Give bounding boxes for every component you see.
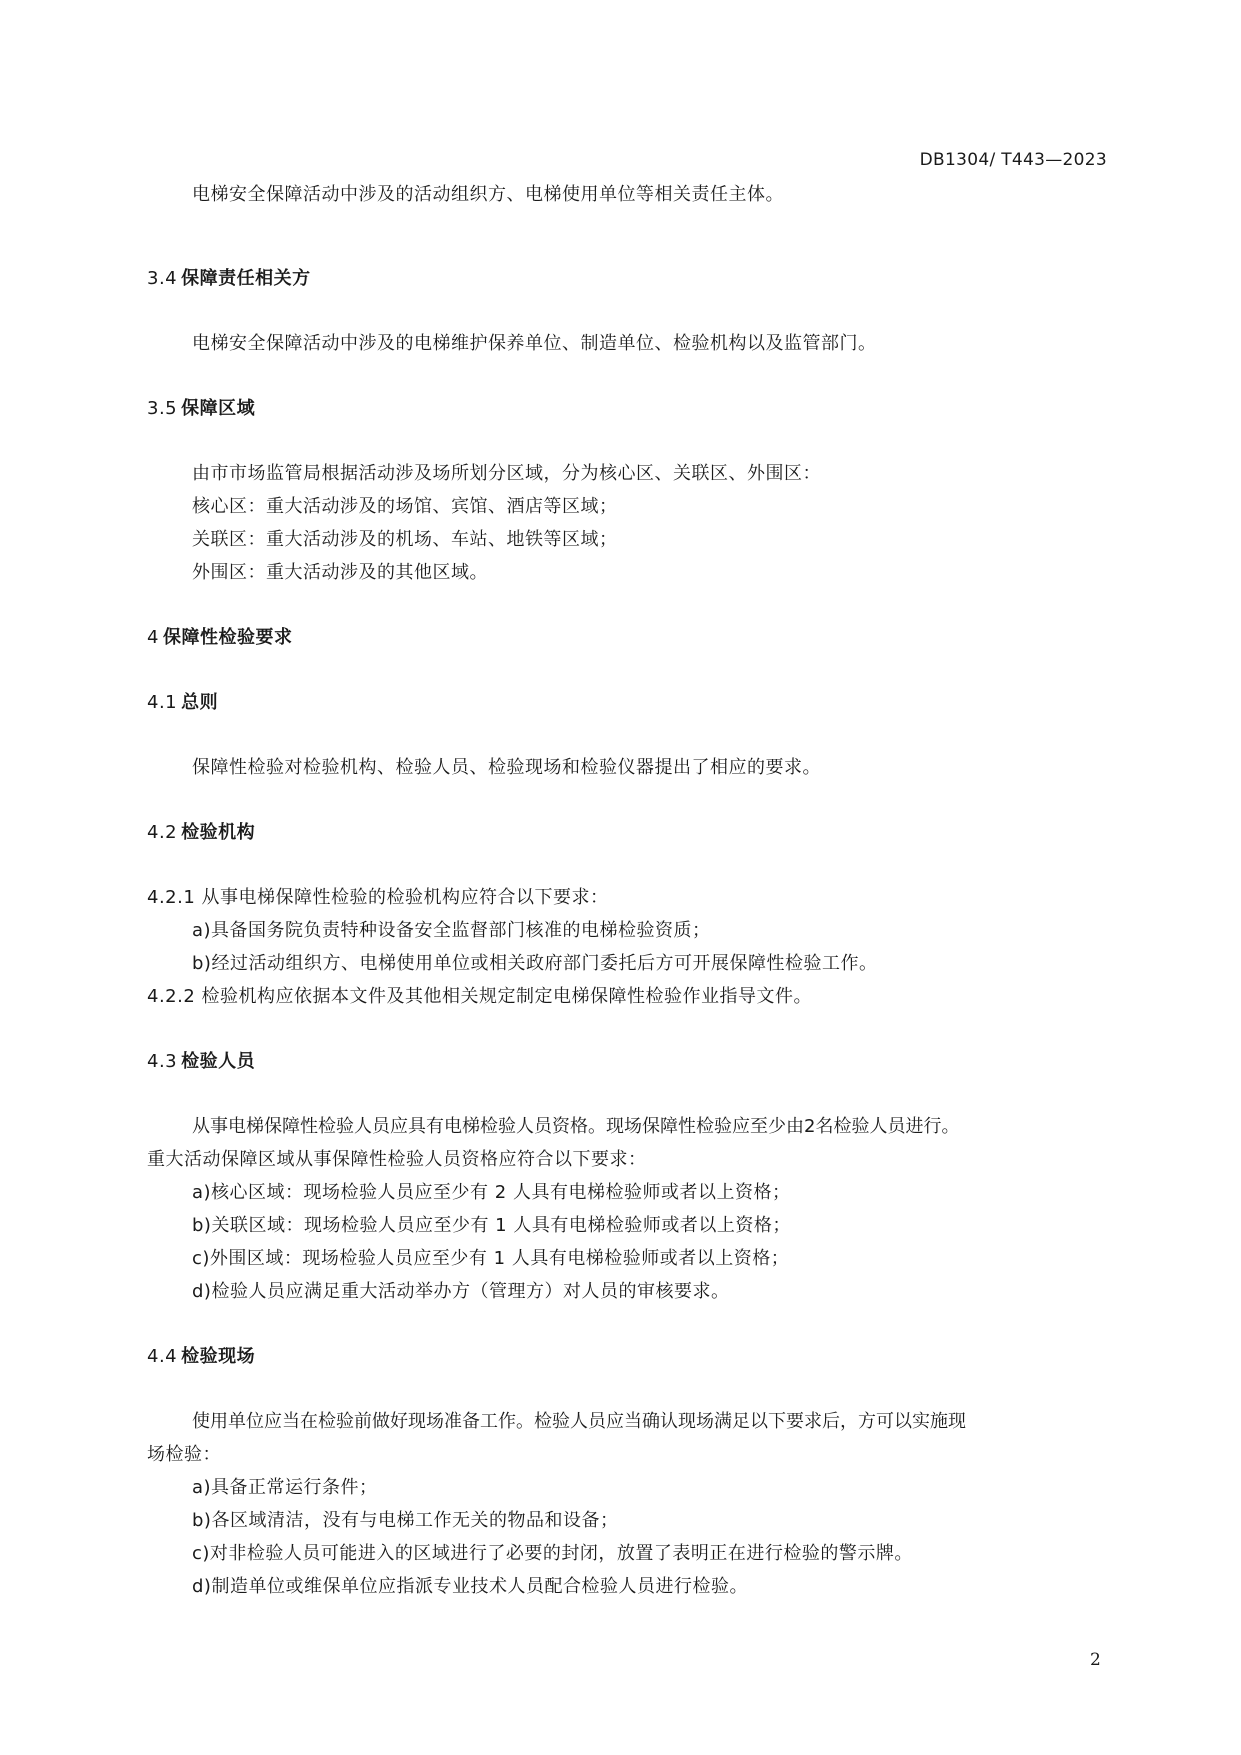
- paragraph: 电梯安全保障活动中涉及的活动组织方、电梯使用单位等相关责任主体。: [192, 184, 784, 205]
- document-code: DB1304/ T443—2023: [919, 150, 1107, 170]
- paragraph-line: 重大活动保障区域从事保障性检验人员资格应符合以下要求：: [147, 1149, 647, 1170]
- paragraph-line: 使用单位应当在检验前做好现场准备工作。检验人员应当确认现场满足以下要求后，方可以实施现: [192, 1411, 966, 1432]
- paragraph-line: 场检验：: [147, 1444, 221, 1465]
- section-heading-4: [147, 625, 292, 651]
- paragraph-line: 关联区：重大活动涉及的机场、车站、地铁等区域；: [192, 529, 618, 550]
- list-item: a)具备正常运行条件；: [192, 1477, 378, 1498]
- section-number: 4.2: [147, 822, 178, 843]
- section-number: 4.1: [147, 692, 178, 713]
- section-title: 保障性检验要求: [162, 627, 293, 648]
- section-heading-4-4: [147, 1344, 255, 1370]
- page-number: 2: [1090, 1650, 1101, 1670]
- list-item: b)各区域清洁，没有与电梯工作无关的物品和设备；: [192, 1510, 619, 1531]
- section-number: 4.4: [147, 1346, 178, 1367]
- section-heading-3-5: [147, 396, 255, 422]
- list-item: c)外围区域：现场检验人员应至少有 1 人具有电梯检验师或者以上资格；: [192, 1248, 790, 1269]
- section-title: 检验现场: [181, 1346, 256, 1367]
- clause-4-2-2: 4.2.2 检验机构应依据本文件及其他相关规定制定电梯保障性检验作业指导文件。: [147, 986, 813, 1007]
- list-item: b)关联区域：现场检验人员应至少有 1 人具有电梯检验师或者以上资格；: [192, 1215, 791, 1236]
- section-heading-4-2: [147, 820, 255, 846]
- section-title: 保障责任相关方: [181, 268, 311, 289]
- section-title: 检验人员: [181, 1051, 256, 1072]
- paragraph: 保障性检验对检验机构、检验人员、检验现场和检验仪器提出了相应的要求。: [192, 757, 821, 778]
- section-number: 3.4: [147, 268, 178, 289]
- section-heading-3-4: [147, 266, 311, 292]
- section-title: 保障区域: [181, 398, 256, 419]
- clause-4-2-1: 4.2.1 从事电梯保障性检验的检验机构应符合以下要求：: [147, 887, 609, 908]
- list-item: a)核心区域：现场检验人员应至少有 2 人具有电梯检验师或者以上资格；: [192, 1182, 791, 1203]
- paragraph-line: 核心区：重大活动涉及的场馆、宾馆、酒店等区域；: [192, 496, 618, 517]
- list-item: a)具备国务院负责特种设备安全监督部门核准的电梯检验资质；: [192, 920, 711, 941]
- section-number: 4.3: [147, 1051, 178, 1072]
- paragraph: 电梯安全保障活动中涉及的电梯维护保养单位、制造单位、检验机构以及监管部门。: [192, 333, 877, 354]
- section-number: 3.5: [147, 398, 178, 419]
- section-heading-4-1: [147, 690, 218, 716]
- list-item: c)对非检验人员可能进入的区域进行了必要的封闭，放置了表明正在进行检验的警示牌。: [192, 1543, 913, 1564]
- list-item: d)制造单位或维保单位应指派专业技术人员配合检验人员进行检验。: [192, 1576, 748, 1597]
- section-title: 检验机构: [181, 822, 256, 843]
- paragraph-line: 由市市场监管局根据活动涉及场所划分区域，分为核心区、关联区、外围区：: [192, 463, 821, 484]
- section-number: 4: [147, 627, 159, 648]
- list-item: b)经过活动组织方、电梯使用单位或相关政府部门委托后方可开展保障性检验工作。: [192, 953, 878, 974]
- section-title: 总则: [181, 692, 219, 713]
- list-item: d)检验人员应满足重大活动举办方（管理方）对人员的审核要求。: [192, 1281, 730, 1302]
- paragraph-line: 从事电梯保障性检验人员应具有电梯检验人员资格。现场保障性检验应至少由2名检验人员进行。: [192, 1116, 960, 1137]
- section-heading-4-3: [147, 1049, 255, 1075]
- paragraph-line: 外围区：重大活动涉及的其他区域。: [192, 562, 488, 583]
